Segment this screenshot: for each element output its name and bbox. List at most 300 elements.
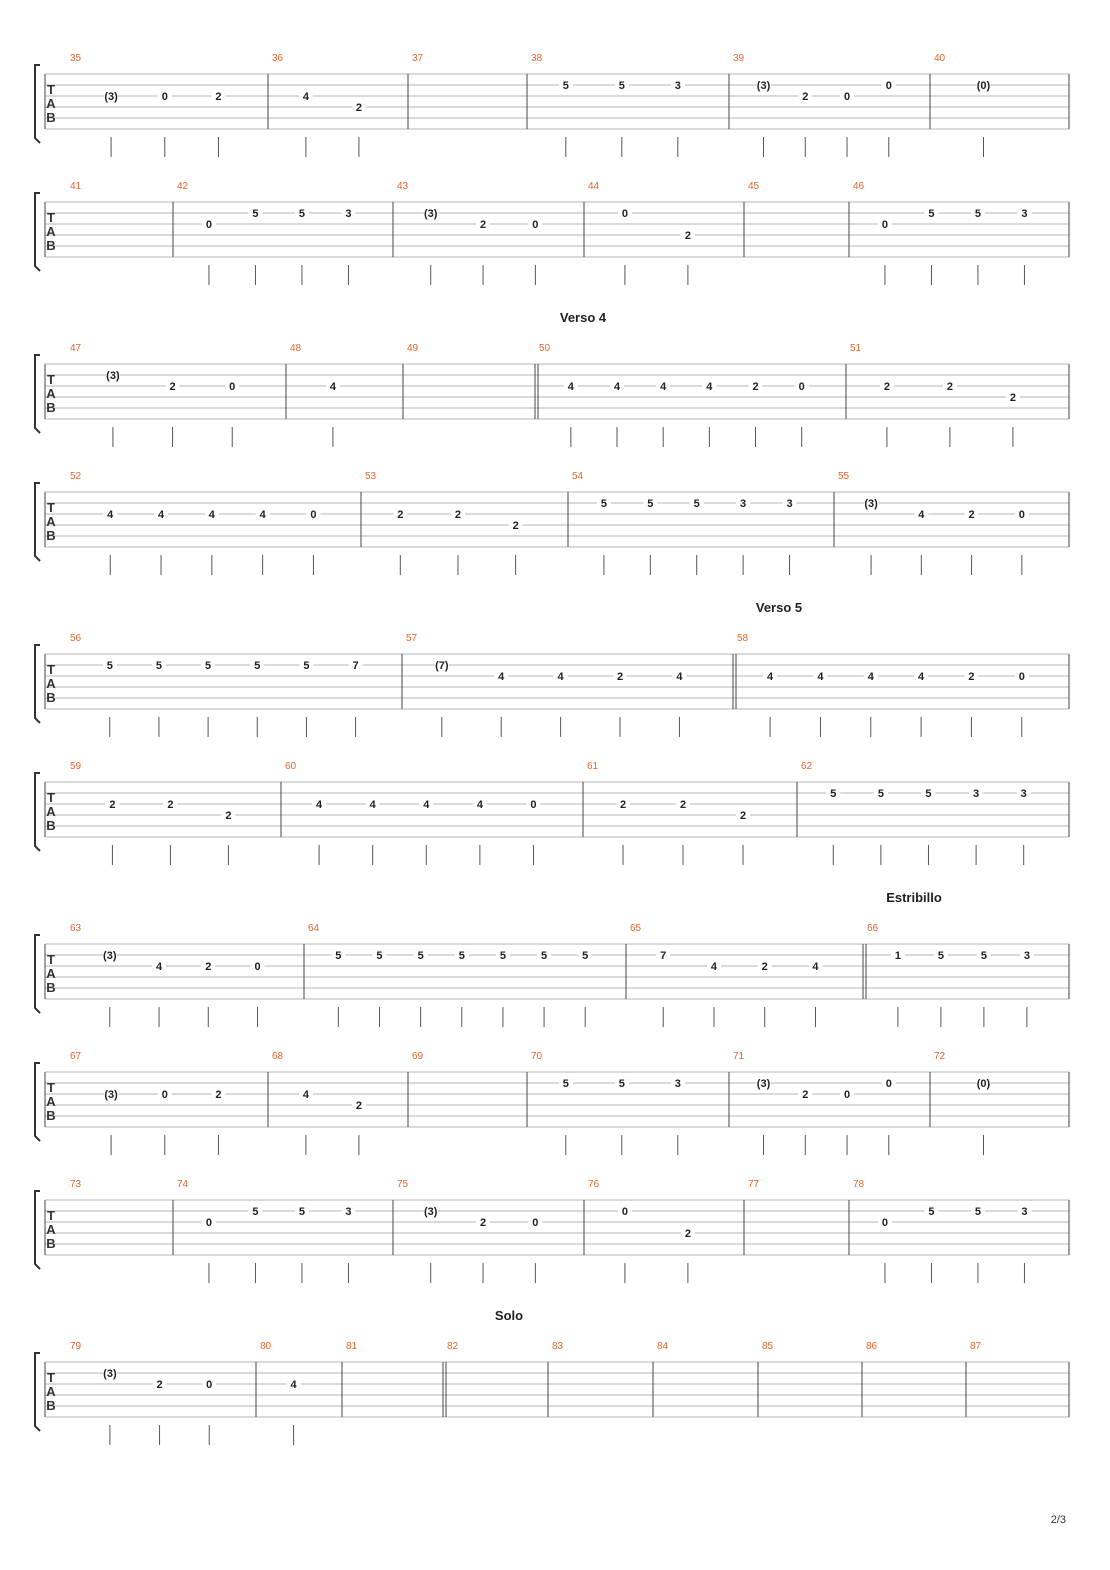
fret-number: 0: [161, 1089, 168, 1101]
measure: [587, 761, 750, 865]
measure: [853, 1179, 1031, 1283]
fret-number: 2: [968, 509, 975, 521]
measure-number: 81: [346, 1341, 358, 1352]
measure: [630, 923, 822, 1027]
fret-number: 0: [843, 1089, 851, 1101]
fret-number: 2: [616, 671, 624, 683]
section-label: Verso 5: [755, 600, 803, 615]
fret-number: (3): [756, 80, 771, 92]
fret-number: 3: [740, 498, 747, 510]
measure: [70, 1179, 82, 1190]
fret-number: 4: [157, 509, 165, 521]
measure-number: 70: [531, 1051, 543, 1062]
measure-number: 39: [733, 53, 745, 64]
fret-number: 2: [156, 1379, 163, 1391]
fret-number: 4: [557, 671, 564, 683]
tab-clef-letter: A: [46, 224, 56, 239]
tab-clef-letter: A: [46, 1094, 56, 1109]
fret-number: 5: [618, 1078, 625, 1090]
fret-number: 5: [376, 950, 383, 962]
measure-number: 76: [588, 1179, 600, 1190]
tab-clef-letter: T: [47, 1080, 55, 1095]
measure-number: 47: [70, 343, 82, 354]
measure: [762, 1341, 774, 1352]
fret-number: 2: [397, 509, 404, 521]
fret-number: 7: [660, 950, 667, 962]
measure-number: 41: [70, 181, 82, 192]
measure: [531, 53, 685, 157]
measure-number: 69: [412, 1051, 424, 1062]
measure: [272, 53, 366, 157]
measure: [70, 923, 265, 1027]
measure: [407, 343, 419, 354]
measure: [748, 1179, 760, 1190]
measure-number: 77: [748, 1179, 760, 1190]
measure-number: 46: [853, 181, 865, 192]
fret-number: 0: [881, 219, 889, 231]
fret-number: 5: [252, 208, 259, 220]
measure: [748, 181, 760, 192]
fret-number: 3: [1021, 1206, 1028, 1218]
measure: [552, 1341, 564, 1352]
fret-number: 5: [693, 498, 700, 510]
fret-number: 2: [454, 509, 462, 521]
fret-number: 4: [476, 799, 483, 811]
measure-number: 83: [552, 1341, 564, 1352]
fret-number: 0: [205, 219, 213, 231]
measure: [733, 53, 896, 157]
fret-number: 5: [647, 498, 654, 510]
measure: [70, 761, 235, 865]
measure-number: 53: [365, 471, 377, 482]
fret-number: 2: [355, 1100, 362, 1112]
tab-clef-letter: T: [47, 210, 55, 225]
measure: [412, 53, 424, 64]
measure: [290, 343, 340, 447]
measure-number: 40: [934, 53, 946, 64]
tab-clef-letter: B: [46, 980, 56, 995]
system-bracket: [35, 193, 40, 271]
measure: [346, 1341, 358, 1352]
fret-number: 5: [830, 788, 837, 800]
measure-number: 35: [70, 53, 82, 64]
fret-number: 4: [660, 381, 667, 393]
fret-number: 4: [613, 381, 621, 393]
measure: [934, 53, 991, 157]
fret-number: 5: [974, 208, 982, 220]
measure: [70, 53, 225, 157]
measure: [70, 471, 320, 575]
measure-number: 49: [407, 343, 419, 354]
measure: [838, 471, 1029, 575]
tab-clef-letter: B: [46, 238, 56, 253]
system-bracket: [35, 355, 40, 433]
measure-number: 52: [70, 471, 82, 482]
fret-number: 4: [369, 799, 376, 811]
fret-number: 4: [676, 671, 683, 683]
fret-number: 4: [107, 509, 114, 521]
measure-number: 82: [447, 1341, 459, 1352]
page-number: 2/3: [1050, 1514, 1066, 1526]
measure: [572, 471, 797, 575]
fret-number: 7: [352, 660, 359, 672]
fret-number: 4: [767, 671, 774, 683]
fret-number: 2: [225, 810, 232, 822]
measure-number: 56: [70, 633, 82, 644]
fret-number: 2: [968, 671, 975, 683]
tab-clef-letter: A: [46, 1222, 56, 1237]
measure-number: 61: [587, 761, 599, 772]
measure-number: 37: [412, 53, 424, 64]
fret-number: 2: [205, 961, 212, 973]
fret-number: 2: [684, 230, 691, 242]
tab-clef-letter: B: [46, 1236, 56, 1251]
tab-clef-letter: T: [47, 1370, 55, 1385]
fret-number: 5: [106, 660, 113, 672]
measure: [934, 1051, 991, 1155]
measure: [70, 343, 239, 447]
fret-number: (3): [423, 208, 438, 220]
fret-number: 0: [1018, 671, 1025, 683]
measure: [733, 1051, 896, 1155]
measure-number: 50: [539, 343, 551, 354]
tab-clef-letter: B: [46, 528, 56, 543]
fret-number: 5: [254, 660, 261, 672]
tab-clef-letter: T: [47, 82, 55, 97]
measure-number: 72: [934, 1051, 946, 1062]
measure: [177, 181, 355, 285]
measure: [853, 181, 1031, 285]
system-bracket: [35, 773, 40, 851]
fret-number: 2: [684, 1228, 691, 1240]
fret-number: 4: [567, 381, 574, 393]
fret-number: 2: [1009, 392, 1016, 404]
fret-number: 3: [345, 1206, 352, 1218]
measure-number: 58: [737, 633, 749, 644]
fret-number: 5: [980, 950, 987, 962]
fret-number: 5: [928, 208, 935, 220]
fret-number: 2: [946, 381, 953, 393]
fret-number: 4: [812, 961, 819, 973]
fret-number: 0: [229, 381, 236, 393]
measure-number: 48: [290, 343, 302, 354]
measure-number: 60: [285, 761, 297, 772]
measure-number: 59: [70, 761, 82, 772]
fret-number: 5: [937, 950, 944, 962]
tab-system: [35, 181, 1069, 285]
measure: [867, 923, 1034, 1027]
fret-number: 3: [1021, 208, 1028, 220]
tab-clef-letter: A: [46, 514, 56, 529]
fret-number: 4: [706, 381, 713, 393]
measure-number: 66: [867, 923, 879, 934]
fret-number: 4: [817, 671, 824, 683]
measure-number: 80: [260, 1341, 272, 1352]
fret-number: 5: [974, 1206, 982, 1218]
tab-system: [35, 761, 1069, 865]
fret-number: 2: [802, 1089, 809, 1101]
fret-number: 2: [619, 799, 627, 811]
measure: [177, 1179, 355, 1283]
fret-number: 2: [761, 961, 768, 973]
fret-number: 0: [885, 80, 892, 92]
tab-system: [35, 53, 1069, 157]
fret-number: 0: [532, 219, 539, 231]
measure-number: 62: [801, 761, 813, 772]
fret-number: 5: [618, 80, 625, 92]
measure-number: 74: [177, 1179, 189, 1190]
fret-number: 0: [881, 1217, 889, 1229]
fret-number: 5: [562, 1078, 569, 1090]
measure: [272, 1051, 366, 1155]
section-label: Estribillo: [886, 890, 942, 905]
system-bracket: [35, 645, 40, 723]
measure: [70, 1341, 216, 1445]
fret-number: 5: [252, 1206, 259, 1218]
fret-number: 4: [423, 799, 430, 811]
measure: [866, 1341, 878, 1352]
measure: [801, 761, 1031, 865]
tab-clef-letter: A: [46, 804, 56, 819]
measure: [970, 1341, 982, 1352]
fret-number: 4: [208, 509, 215, 521]
fret-number: 2: [167, 799, 174, 811]
section-label: Verso 4: [559, 310, 607, 325]
fret-number: 4: [918, 671, 925, 683]
measure: [70, 181, 82, 192]
fret-number: 4: [316, 799, 323, 811]
measure-number: 78: [853, 1179, 865, 1190]
fret-number: 5: [298, 1206, 306, 1218]
fret-number: 3: [786, 498, 793, 510]
measure-number: 51: [850, 343, 862, 354]
measure-number: 75: [397, 1179, 409, 1190]
fret-number: (3): [864, 498, 878, 510]
fret-number: 2: [512, 520, 519, 532]
fret-number: 5: [582, 950, 589, 962]
fret-number: 2: [215, 91, 222, 103]
measure-number: 42: [177, 181, 189, 192]
system-bracket: [35, 483, 40, 561]
fret-number: 2: [479, 219, 487, 231]
measure-number: 85: [762, 1341, 774, 1352]
fret-number: 3: [1023, 950, 1030, 962]
measure: [737, 633, 1029, 737]
fret-number: 4: [498, 671, 505, 683]
measure: [588, 181, 695, 285]
tab-clef-letter: T: [47, 372, 55, 387]
measure-number: 67: [70, 1051, 82, 1062]
tab-clef-letter: B: [46, 818, 56, 833]
measure-number: 36: [272, 53, 284, 64]
fret-number: 0: [161, 91, 168, 103]
measure-number: 44: [588, 181, 600, 192]
measure: [70, 633, 363, 737]
fret-number: 4: [710, 961, 718, 973]
fret-number: 3: [345, 208, 352, 220]
measure-number: 87: [970, 1341, 982, 1352]
fret-number: 3: [674, 80, 681, 92]
tab-clef-letter: T: [47, 1208, 55, 1223]
tab-systems: [35, 53, 1069, 1445]
fret-number: (3): [103, 1368, 117, 1380]
tab-system: [35, 310, 1069, 447]
tab-clef-letter: T: [47, 790, 55, 805]
fret-number: 4: [918, 509, 925, 521]
measure-number: 45: [748, 181, 760, 192]
measure-number: 55: [838, 471, 850, 482]
measure: [412, 1051, 424, 1062]
measure-number: 71: [733, 1051, 745, 1062]
fret-number: 0: [205, 1217, 213, 1229]
fret-number: 4: [302, 91, 309, 103]
measure: [588, 1179, 695, 1283]
system-bracket: [35, 1191, 40, 1269]
fret-number: 2: [679, 799, 687, 811]
fret-number: 0: [885, 1078, 892, 1090]
fret-number: 0: [254, 961, 261, 973]
tab-clef-letter: B: [46, 400, 56, 415]
system-bracket: [35, 1353, 40, 1431]
fret-number: 4: [290, 1379, 297, 1391]
measure: [539, 343, 809, 447]
measure: [406, 633, 686, 737]
measure: [397, 181, 542, 285]
fret-number: 0: [1018, 509, 1025, 521]
fret-number: 1: [894, 950, 901, 962]
tab-clef-letter: B: [46, 690, 56, 705]
fret-number: 5: [303, 660, 310, 672]
fret-number: 0: [532, 1217, 539, 1229]
fret-number: 3: [973, 788, 980, 800]
measure-number: 86: [866, 1341, 878, 1352]
fret-number: (3): [103, 950, 117, 962]
fret-number: 5: [499, 950, 506, 962]
measure: [308, 923, 592, 1027]
tab-system: [35, 1179, 1069, 1283]
measure: [70, 1051, 225, 1155]
fret-number: 5: [335, 950, 342, 962]
tab-clef-letter: B: [46, 110, 56, 125]
measure-number: 43: [397, 181, 409, 192]
measure-number: 84: [657, 1341, 669, 1352]
tab-system: [35, 600, 1069, 737]
fret-number: 5: [298, 208, 306, 220]
fret-number: 0: [530, 799, 537, 811]
fret-number: 5: [540, 950, 548, 962]
fret-number: 2: [109, 799, 116, 811]
fret-number: 3: [674, 1078, 681, 1090]
measure: [260, 1341, 301, 1445]
tab-clef-letter: A: [46, 96, 56, 111]
tab-clef-letter: B: [46, 1398, 56, 1413]
fret-number: 2: [215, 1089, 222, 1101]
fret-number: 5: [417, 950, 424, 962]
measure-number: 54: [572, 471, 584, 482]
fret-number: 5: [458, 950, 465, 962]
fret-number: 4: [155, 961, 163, 973]
fret-number: 2: [752, 381, 759, 393]
measure: [397, 1179, 542, 1283]
measure-number: 38: [531, 53, 543, 64]
measure: [531, 1051, 685, 1155]
fret-number: 5: [562, 80, 569, 92]
measure-number: 63: [70, 923, 82, 934]
fret-number: (0): [976, 1078, 991, 1090]
fret-number: 0: [621, 1206, 628, 1218]
fret-number: (3): [104, 1089, 118, 1101]
fret-number: 2: [479, 1217, 487, 1229]
measure-number: 64: [308, 923, 320, 934]
tab-clef-letter: B: [46, 1108, 56, 1123]
fret-number: 2: [883, 381, 890, 393]
tab-clef-letter: A: [46, 1384, 56, 1399]
fret-number: (3): [423, 1206, 438, 1218]
system-bracket: [35, 1063, 40, 1141]
fret-number: 4: [329, 381, 336, 393]
measure-number: 73: [70, 1179, 82, 1190]
fret-number: (7): [435, 660, 449, 672]
fret-number: (3): [756, 1078, 771, 1090]
section-label: Solo: [494, 1308, 524, 1323]
measure-number: 79: [70, 1341, 82, 1352]
measure: [850, 343, 1020, 447]
fret-number: 0: [310, 509, 317, 521]
measure-number: 65: [630, 923, 642, 934]
measure: [365, 471, 523, 575]
fret-number: (0): [976, 80, 991, 92]
fret-number: (3): [106, 370, 120, 382]
fret-number: 0: [798, 381, 805, 393]
tab-clef-letter: A: [46, 676, 56, 691]
fret-number: 4: [259, 509, 266, 521]
measure-number: 68: [272, 1051, 284, 1062]
measure-number: 57: [406, 633, 418, 644]
fret-number: 5: [155, 660, 162, 672]
fret-number: 2: [802, 91, 809, 103]
fret-number: 5: [877, 788, 884, 800]
tab-system: [35, 471, 1069, 575]
tab-clef-letter: T: [47, 500, 55, 515]
system-bracket: [35, 935, 40, 1013]
measure: [447, 1341, 459, 1352]
fret-number: 4: [867, 671, 874, 683]
fret-number: (3): [104, 91, 118, 103]
measure: [285, 761, 540, 865]
tab-system: [35, 1051, 1069, 1155]
tab-clef-letter: T: [47, 662, 55, 677]
tab-system: [35, 1308, 1069, 1445]
tab-clef-letter: T: [47, 952, 55, 967]
tab-system: [35, 890, 1069, 1027]
tab-clef-letter: A: [46, 966, 56, 981]
fret-number: 5: [205, 660, 212, 672]
fret-number: 3: [1020, 788, 1027, 800]
fret-number: 0: [206, 1379, 213, 1391]
fret-number: 0: [621, 208, 628, 220]
fret-number: 5: [600, 498, 607, 510]
fret-number: 2: [169, 381, 176, 393]
fret-number: 2: [355, 102, 362, 114]
system-bracket: [35, 65, 40, 143]
fret-number: 2: [739, 810, 747, 822]
measure: [657, 1341, 669, 1352]
fret-number: 5: [928, 1206, 935, 1218]
fret-number: 4: [302, 1089, 309, 1101]
tab-clef-letter: A: [46, 386, 56, 401]
fret-number: 0: [843, 91, 851, 103]
fret-number: 5: [925, 788, 932, 800]
